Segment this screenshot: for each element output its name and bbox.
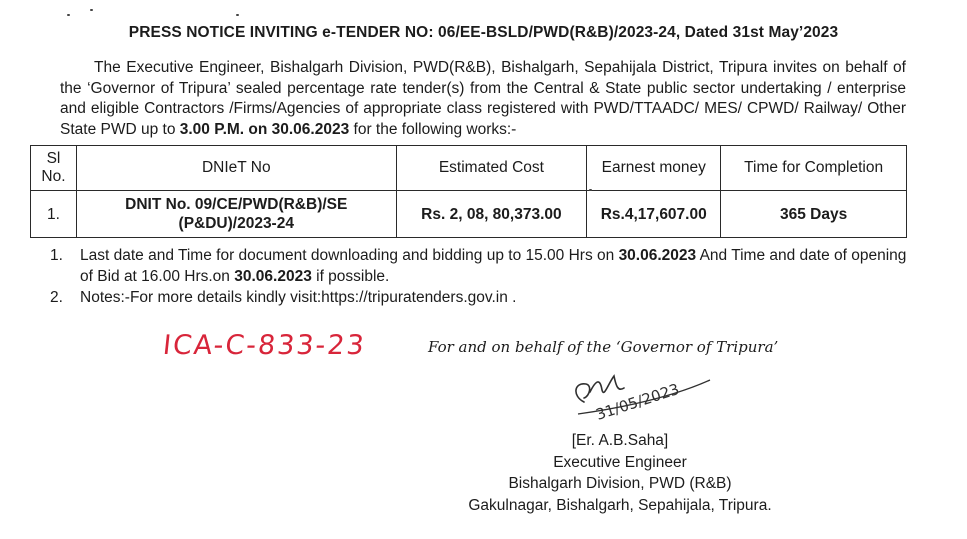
signatory-address: Gakulnagar, Bishalgarh, Sepahijala, Tripura. <box>468 496 772 514</box>
header-estimated-cost: Estimated Cost <box>396 146 587 191</box>
handwritten-signature <box>560 362 750 432</box>
on-behalf-line: For and on behalf of the ‘Governor of Tripura’ <box>428 338 779 356</box>
notice-title: PRESS NOTICE INVITING e-TENDER NO: 06/EE-BSLD/PWD(R&B)/2023-24, Dated 31st May’2023 <box>128 24 839 41</box>
cell-time-for-completion: 365 Days <box>721 191 907 238</box>
intro-deadline: 3.00 P.M. on 30.06.2023 <box>179 120 350 138</box>
scan-speck <box>90 9 93 11</box>
header-time-for-completion: Time for Completion <box>721 146 907 191</box>
scan-speck <box>67 14 70 16</box>
scan-speck <box>236 14 239 16</box>
note-date: 30.06.2023 <box>618 247 697 264</box>
works-table <box>30 145 907 238</box>
header-earnest-money: Earnest money <box>587 146 721 191</box>
note-number: 1. <box>50 247 63 264</box>
cell-estimated-cost: Rs. 2, 08, 80,373.00 <box>396 191 587 238</box>
signature-scribble-icon <box>560 362 750 432</box>
signature-date: 31/05/2023 <box>593 379 682 424</box>
note-text: And Time and date of opening of Bid at 16.00 Hrs.on <box>80 247 907 285</box>
signatory-division: Bishalgarh Division, PWD (R&B) <box>508 475 732 492</box>
reference-number: ICA-C-833-23 <box>161 330 368 361</box>
table-header-row <box>31 146 907 191</box>
cell-sl-no: 1. <box>31 191 77 238</box>
header-dniet-no: DNIeT No <box>76 146 396 191</box>
table-row <box>31 191 907 238</box>
list-item <box>50 246 910 287</box>
note-text: Last date and Time for document downloading and bidding up to 15.00 Hrs on <box>80 247 619 264</box>
note-number: 2. <box>50 289 63 306</box>
list-item <box>50 288 910 309</box>
scan-speck <box>589 189 592 191</box>
intro-text: The Executive Engineer, Bishalgarh Division, PWD(R&B), Bishalgarh, Sepahijala District, Tripura invites on behalf of the ‘Governor of Tripura’ sealed percentage rate tender(s) from the Central & State public sector undertaking / enterprise and eligible Contractors /Firms/Agencies of appropriate class registered with PWD/TTAADC/ MES/ CPWD/ Railway/ Other State PWD up to <box>60 59 906 138</box>
signatory-designation: Executive Engineer <box>553 453 687 471</box>
note-text: if possible. <box>311 267 390 285</box>
note-date: 30.06.2023 <box>234 267 312 285</box>
note-text: Notes:-For more details kindly visit:https://tripuratenders.gov.in . <box>80 289 517 306</box>
signatory-block <box>440 430 800 516</box>
intro-text-end: for the following works:- <box>349 120 517 138</box>
header-sl-no: Sl No. <box>31 146 77 191</box>
signatory-name: [Er. A.B.Saha] <box>571 432 669 449</box>
cell-earnest-money: Rs.4,17,607.00 <box>587 191 721 238</box>
notice-intro-paragraph <box>60 58 906 140</box>
cell-dnit-no: DNIT No. 09/CE/PWD(R&B)/SE (P&DU)/2023-24 <box>76 191 396 238</box>
notes-list <box>50 246 910 310</box>
